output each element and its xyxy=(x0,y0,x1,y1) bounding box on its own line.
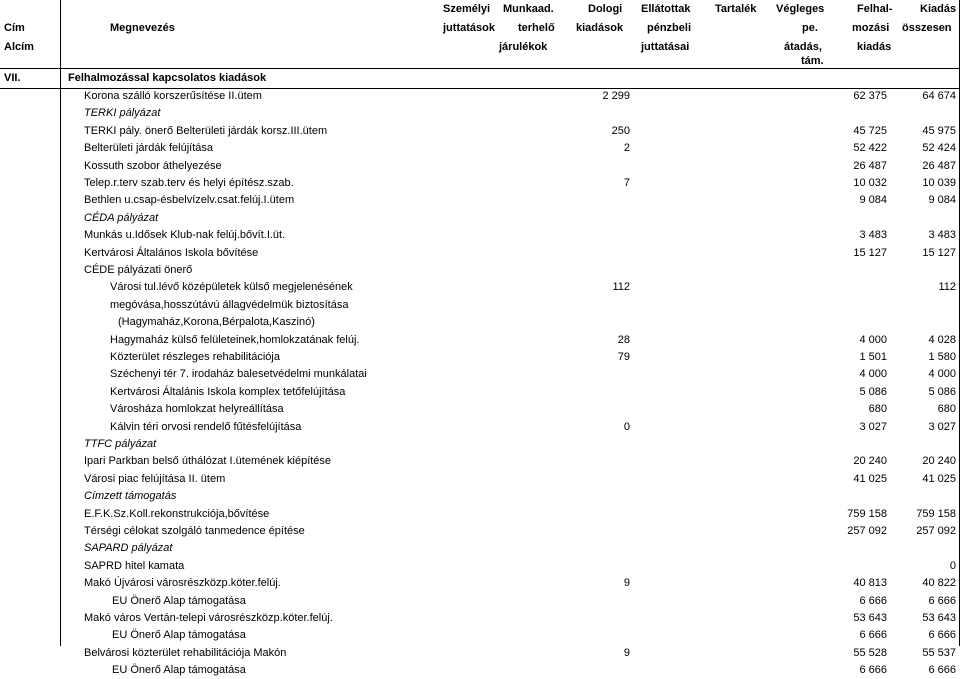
osszesen-value: 0 xyxy=(949,559,956,572)
table-row xyxy=(0,419,960,436)
felhalmozasi-value: 55 528 xyxy=(853,646,887,659)
row-label: EU Önerő Alap támogatása xyxy=(112,664,246,677)
section-code: VII. xyxy=(4,72,21,84)
table-row xyxy=(0,523,960,540)
table-row xyxy=(0,192,960,209)
table-row xyxy=(0,453,960,470)
table-row xyxy=(0,88,960,105)
table-row xyxy=(0,349,960,366)
row-label: Városi tul.lévő középületek külső megjelenésének xyxy=(110,281,353,294)
table-row xyxy=(0,262,960,279)
row-label: Térségi célokat szolgáló tanmedence építése xyxy=(84,525,305,537)
row-label: Hagymaház külső felületeinek,homlokzatának felúj. xyxy=(110,333,360,346)
row-label: Közterület részleges rehabilitációja xyxy=(110,351,280,363)
row-label: Kertvárosi Általános Iskola bővítése xyxy=(84,246,259,259)
felhalmozasi-value: 680 xyxy=(868,403,887,416)
osszesen-value: 4 028 xyxy=(928,333,956,346)
dologi-value: 0 xyxy=(623,420,630,433)
dologi-value: 79 xyxy=(617,351,630,363)
row-label: Címzett támogatás xyxy=(84,490,177,503)
row-label: Belvárosi közterület rehabilitációja Makón xyxy=(84,646,287,659)
osszesen-value: 759 158 xyxy=(916,507,956,520)
row-label: CÉDA pályázat xyxy=(84,211,159,224)
table-row xyxy=(0,662,960,679)
felhalmozasi-value: 6 666 xyxy=(859,664,887,677)
osszesen-value: 41 025 xyxy=(922,472,956,485)
row-label: TERKI pály. önerő Belterületi járdák korsz.III.ütem xyxy=(84,124,328,137)
dologi-value: 9 xyxy=(623,577,630,590)
row-label: TERKI pályázat xyxy=(84,107,161,120)
header-dologi-1: Dologi xyxy=(588,3,623,15)
felhalmozasi-value: 10 032 xyxy=(853,177,887,189)
table-row xyxy=(0,332,960,349)
row-label: Makó Újvárosi városrészközp.köter.felúj. xyxy=(84,577,281,590)
header-munkaad-1: Munkaad. xyxy=(503,3,554,15)
table-row xyxy=(0,175,960,192)
header-felhal-2: mozási xyxy=(852,22,890,34)
felhalmozasi-value: 4 000 xyxy=(859,333,887,346)
header-alcim: Alcím xyxy=(4,41,34,53)
felhalmozasi-value: 4 000 xyxy=(859,368,887,381)
felhalmozasi-value: 6 666 xyxy=(859,594,887,607)
row-label: SAPARD pályázat xyxy=(84,542,173,555)
osszesen-value: 3 027 xyxy=(928,420,956,433)
table-row xyxy=(0,227,960,244)
felhalmozasi-value: 52 422 xyxy=(853,142,887,155)
row-label: megóvása,hosszútávú állagvédelmük biztosítása xyxy=(110,298,349,311)
table-row xyxy=(0,245,960,262)
dologi-value: 250 xyxy=(611,124,630,137)
osszesen-value: 52 424 xyxy=(922,142,956,155)
section-title: Felhalmozással kapcsolatos kiadások xyxy=(68,72,267,84)
header-felhal-1: Felhal- xyxy=(857,3,893,15)
osszesen-value: 5 086 xyxy=(928,385,956,398)
osszesen-value: 257 092 xyxy=(916,525,956,537)
row-label: EU Önerő Alap támogatása xyxy=(112,594,246,607)
felhalmozasi-value: 15 127 xyxy=(853,246,887,259)
felhalmozasi-value: 1 501 xyxy=(859,351,887,363)
row-label: Széchenyi tér 7. irodaház balesetvédelmi munkálatai xyxy=(110,368,367,381)
table-row xyxy=(0,645,960,662)
table-row xyxy=(0,140,960,157)
osszesen-value: 10 039 xyxy=(922,177,956,189)
felhalmozasi-value: 3 027 xyxy=(859,420,887,433)
table-row xyxy=(0,540,960,557)
header-munkaad-3: járulékok xyxy=(499,41,548,53)
table-row xyxy=(0,436,960,453)
table-row xyxy=(0,627,960,644)
osszesen-value: 112 xyxy=(938,281,956,294)
row-label: (Hagymaház,Korona,Bérpalota,Kaszinó) xyxy=(118,316,315,329)
table-header xyxy=(0,0,960,69)
dologi-value: 112 xyxy=(612,281,630,294)
row-label: Telep.r.terv szab.terv és helyi építész.szab. xyxy=(84,177,294,189)
header-szemelyi-1: Személyi xyxy=(443,3,491,15)
row-label: SAPRD hitel kamata xyxy=(84,559,185,572)
header-vegleges-1: Végleges xyxy=(776,3,825,15)
table-row xyxy=(0,297,960,314)
header-tartalek: Tartalék xyxy=(715,3,757,15)
row-label: Belterületi járdák felújítása xyxy=(84,142,214,155)
row-label: Korona szálló korszerűsítése II.ütem xyxy=(84,90,262,102)
row-label: EU Önerő Alap támogatása xyxy=(112,629,246,642)
osszesen-value: 20 240 xyxy=(922,455,956,468)
row-label: Ipari Parkban belső úthálózat I.ütemének kiépítése xyxy=(84,455,332,468)
felhalmozasi-value: 759 158 xyxy=(847,507,887,520)
row-label: Bethlen u.csap-ésbelvízelv.csat.felúj.I.ütem xyxy=(84,194,295,207)
osszesen-value: 3 483 xyxy=(928,229,956,242)
osszesen-value: 15 127 xyxy=(922,246,956,259)
table-row xyxy=(0,210,960,227)
row-label: E.F.K.Sz.Koll.rekonstrukciója,bővítése xyxy=(84,507,270,520)
table-row xyxy=(0,384,960,401)
header-ellatottak-2: pénzbeli xyxy=(647,22,692,34)
header-vegleges-4: tám. xyxy=(801,55,824,67)
felhalmozasi-value: 41 025 xyxy=(853,472,887,485)
header-ellatottak-3: juttatásai xyxy=(641,41,690,53)
header-felhal-3: kiadás xyxy=(857,41,892,53)
row-label: TTFC pályázat xyxy=(84,438,157,450)
felhalmozasi-value: 6 666 xyxy=(859,629,887,642)
osszesen-value: 53 643 xyxy=(922,612,956,624)
table-row xyxy=(0,558,960,575)
dologi-value: 2 xyxy=(623,142,630,155)
row-label: CÉDE pályázati önerő xyxy=(84,264,193,276)
table-row xyxy=(0,123,960,140)
row-label: Városi piac felújítása II. ütem xyxy=(84,472,226,485)
header-munkaad-2: terhelő xyxy=(518,22,555,34)
header-ellatottak-1: Ellátottak xyxy=(641,3,691,15)
osszesen-value: 6 666 xyxy=(928,594,956,607)
felhalmozasi-value: 40 813 xyxy=(853,577,887,590)
osszesen-value: 6 666 xyxy=(928,664,956,677)
header-szemelyi-2: juttatások xyxy=(443,22,495,34)
table-row xyxy=(0,105,960,122)
dologi-value: 2 299 xyxy=(602,90,630,102)
felhalmozasi-value: 20 240 xyxy=(853,455,887,468)
osszesen-value: 40 822 xyxy=(922,577,956,590)
felhalmozasi-value: 53 643 xyxy=(853,612,887,624)
header-kiadas-1: Kiadás xyxy=(920,3,957,15)
felhalmozasi-value: 45 725 xyxy=(853,124,887,137)
table-row xyxy=(0,488,960,505)
felhalmozasi-value: 26 487 xyxy=(853,159,887,172)
osszesen-value: 45 975 xyxy=(922,124,956,137)
row-label: Kossuth szobor áthelyezése xyxy=(84,159,222,172)
table-row xyxy=(0,158,960,175)
row-label: Kertvárosi Általánis Iskola komplex tetőfelújítása xyxy=(110,385,346,398)
header-kiadas-2: összesen xyxy=(902,22,952,34)
header-dologi-2: kiadások xyxy=(576,22,624,34)
osszesen-value: 64 674 xyxy=(922,90,956,102)
felhalmozasi-value: 62 375 xyxy=(853,90,887,102)
header-cim: Cím xyxy=(4,22,25,34)
felhalmozasi-value: 5 086 xyxy=(859,385,887,398)
table-row xyxy=(0,401,960,418)
felhalmozasi-value: 257 092 xyxy=(847,525,887,537)
table-row xyxy=(0,506,960,523)
osszesen-value: 9 084 xyxy=(928,194,956,207)
osszesen-value: 26 487 xyxy=(922,159,956,172)
header-megnevezes: Megnevezés xyxy=(110,22,175,34)
dologi-value: 9 xyxy=(623,646,630,659)
osszesen-value: 680 xyxy=(937,403,956,416)
table-row xyxy=(0,314,960,331)
table-row xyxy=(0,279,960,296)
dologi-value: 28 xyxy=(617,333,630,346)
row-label: Városháza homlokzat helyreállítása xyxy=(110,403,284,416)
osszesen-value: 1 580 xyxy=(928,351,956,363)
osszesen-value: 55 537 xyxy=(922,646,956,659)
dologi-value: 7 xyxy=(623,177,630,189)
osszesen-value: 6 666 xyxy=(928,629,956,642)
table-row xyxy=(0,610,960,627)
felhalmozasi-value: 3 483 xyxy=(859,229,887,242)
section-row xyxy=(0,68,960,89)
table-row xyxy=(0,366,960,383)
header-vegleges-3: átadás, xyxy=(784,41,822,53)
header-vegleges-2: pe. xyxy=(802,22,818,34)
table-row xyxy=(0,593,960,610)
row-label: Munkás u.Idősek Klub-nak felúj.bővít.I.üt. xyxy=(84,229,286,242)
table-row xyxy=(0,471,960,488)
felhalmozasi-value: 9 084 xyxy=(859,194,887,207)
table-row xyxy=(0,575,960,592)
row-label: Kálvin téri orvosi rendelő fűtésfelújítása xyxy=(110,420,302,433)
osszesen-value: 4 000 xyxy=(928,368,956,381)
row-label: Makó város Vertán-telepi városrészközp.köter.felúj. xyxy=(84,612,333,624)
